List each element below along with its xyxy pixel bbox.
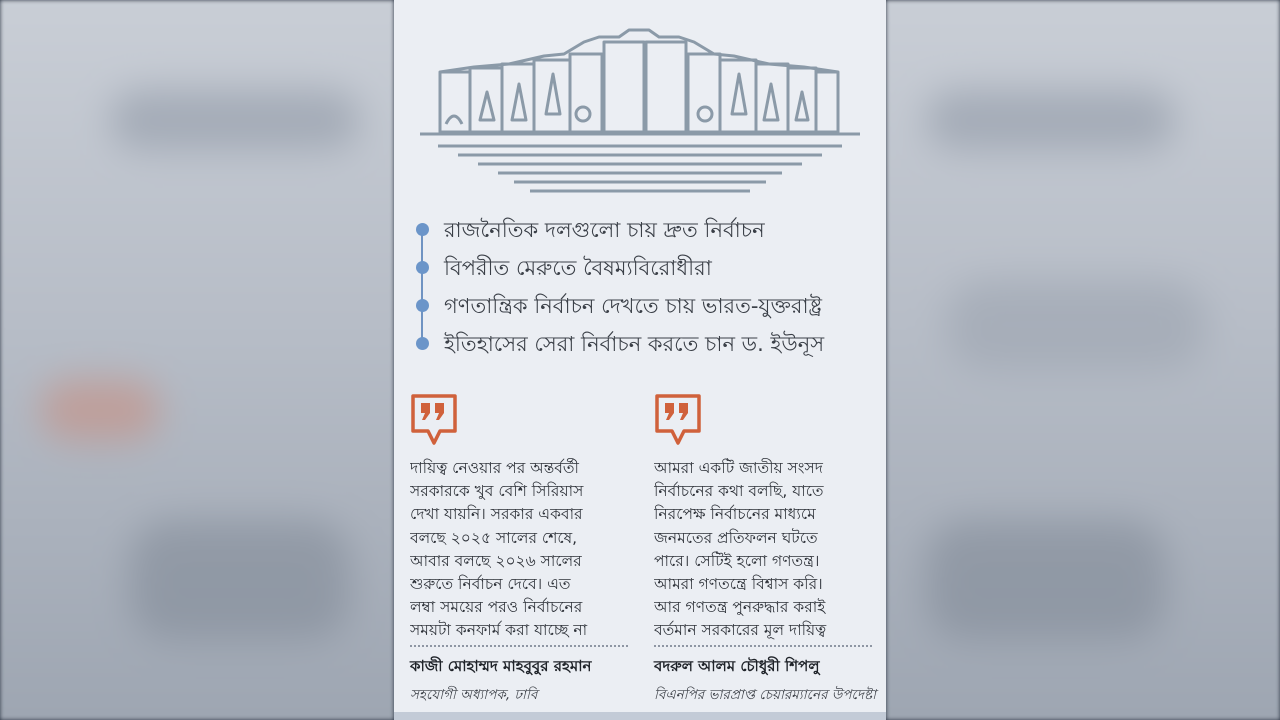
quote-author-role: সহযোগী অধ্যাপক, ঢাবি	[410, 687, 538, 703]
quote-text	[410, 457, 632, 643]
quote-block-left	[410, 393, 632, 707]
quote-line: লম্বা সময়ের পরও নির্বাচনের	[410, 598, 583, 617]
dotted-divider	[654, 645, 872, 647]
dotted-divider	[410, 645, 628, 647]
bullet-dot-icon	[416, 337, 429, 350]
quote-bubble-icon	[654, 393, 702, 447]
bullet-dot-icon	[416, 223, 429, 236]
quote-line: সময়টা কনফার্ম করা যাচ্ছে না	[410, 621, 588, 640]
quote-author-role: বিএনপির ভারপ্রাপ্ত চেয়ারম্যানের উপদেষ্টা	[654, 687, 877, 703]
quote-block-right	[654, 393, 876, 707]
quote-line: দায়িত্ব নেওয়ার পর অন্তর্বর্তী	[410, 459, 579, 477]
infographic-card	[394, 0, 886, 720]
quote-line: নিরপেক্ষ নির্বাচনের মাধ্যমে	[654, 505, 816, 524]
quote-line: জনমতের প্রতিফলন ঘটতে	[654, 528, 818, 547]
quote-line: পারে। সেটিই হলো গণতন্ত্র।	[654, 551, 820, 570]
bullet-item	[416, 212, 876, 250]
quote-line: বর্তমান সরকারের মূল দায়িত্ব	[654, 621, 827, 640]
bullet-text: ইতিহাসের সেরা নির্বাচন করতে চান ড. ইউনূস	[444, 331, 825, 356]
quote-author: বদরুল আলম চৌধুরী শিপলু	[654, 657, 820, 675]
bullet-item	[416, 250, 876, 288]
quote-line: নির্বাচনের কথা বলছি, যাতে	[654, 482, 824, 501]
blurred-background-left	[0, 0, 394, 720]
quote-text	[654, 457, 876, 643]
bullet-item	[416, 288, 876, 326]
bullet-text: গণতান্ত্রিক নির্বাচন দেখতে চায় ভারত-যুক্তরাষ্ট্র	[444, 293, 822, 318]
parliament-building-illustration	[414, 12, 866, 202]
bullet-text: রাজনৈতিক দলগুলো চায় দ্রুত নির্বাচন	[444, 217, 765, 242]
bullet-dot-icon	[416, 299, 429, 312]
bullet-dot-icon	[416, 261, 429, 274]
bullet-text: বিপরীত মেরুতে বৈষম্যবিরোধীরা	[444, 255, 712, 280]
quote-line: আর গণতন্ত্র পুনরুদ্ধার করাই	[654, 598, 826, 617]
headline-bullet-list	[416, 212, 876, 364]
quote-line: দেখা যায়নি। সরকার একবার	[410, 505, 583, 524]
quote-author: কাজী মোহাম্মদ মাহবুবুর রহমান	[410, 657, 592, 675]
card-bottom-strip	[394, 712, 886, 720]
quote-line: সরকারকে খুব বেশি সিরিয়াস	[410, 482, 584, 501]
quote-line: বলছে ২০২৫ সালের শেষে,	[410, 528, 578, 547]
blurred-background-right	[886, 0, 1280, 720]
quote-line: আবার বলছে ২০২৬ সালের	[410, 551, 582, 570]
quote-line: শুরুতে নির্বাচন দেবে। এত	[410, 575, 571, 594]
bullet-item	[416, 326, 876, 364]
quote-line: আমরা গণতন্ত্রে বিশ্বাস করি।	[654, 575, 823, 594]
quote-bubble-icon	[410, 393, 458, 447]
quote-line: আমরা একটি জাতীয় সংসদ	[654, 459, 823, 477]
